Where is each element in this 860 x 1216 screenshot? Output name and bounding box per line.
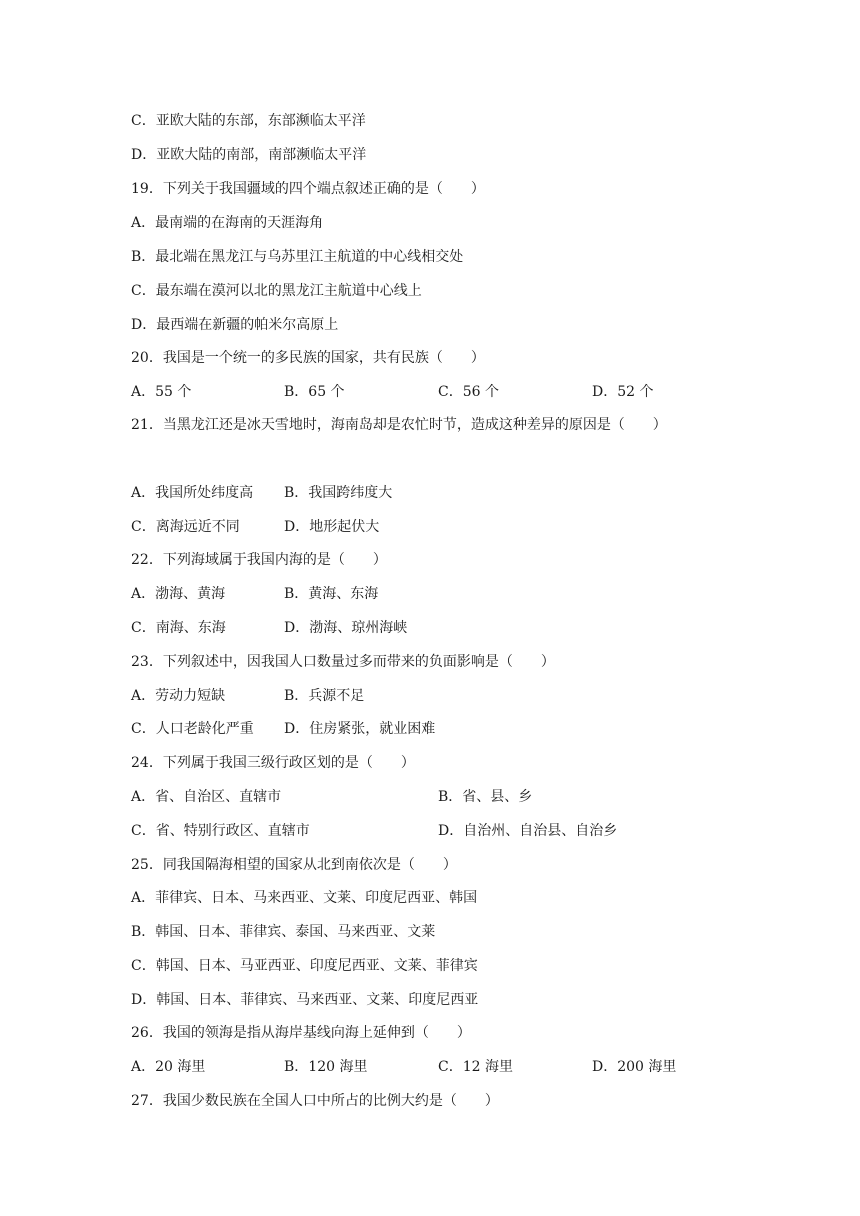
q23-stem: 23．下列叙述中，因我国人口数量过多而带来的负面影响是（ ） [131,654,555,670]
q26-option-c: C．12 海里 [438,1059,513,1075]
q24-option-b: B．省、县、乡 [438,789,533,805]
q25-option-b: B．韩国、日本、菲律宾、泰国、马来西亚、文莱 [131,924,436,940]
q22-option-d: D．渤海、琼州海峡 [284,620,408,636]
q22-option-a: A．渤海、黄海 [131,586,226,602]
q21-option-a: A．我国所处纬度高 [131,485,254,501]
q26-option-b: B．120 海里 [284,1059,368,1075]
q25-option-a: A．菲律宾、日本、马来西亚、文莱、印度尼西亚、韩国 [131,890,478,906]
q24-option-a: A．省、自治区、直辖市 [131,789,282,805]
q23-option-d: D．住房紧张，就业困难 [284,721,436,737]
q26-options [131,1057,800,1077]
q25-stem: 25．同我国隔海相望的国家从北到南依次是（ ） [131,857,457,873]
q18-option-d: D．亚欧大陆的南部，南部濒临太平洋 [131,147,367,163]
q22-options-row1 [131,584,800,604]
q26-stem: 26．我国的领海是指从海岸基线向海上延伸到（ ） [131,1025,471,1041]
q21-options-row1 [131,483,800,503]
q26-option-d: D．200 海里 [592,1059,677,1075]
q19-option-b: B．最北端在黑龙江与乌苏里江主航道的中心线相交处 [131,249,464,265]
q20-stem: 20．我国是一个统一的多民族的国家，共有民族（ ） [131,350,485,366]
q26-option-a: A．20 海里 [131,1059,206,1075]
q20-option-b: B．65 个 [284,384,345,400]
q20-option-d: D．52 个 [592,384,654,400]
q20-option-c: C．56 个 [438,384,499,400]
q18-option-c: C．亚欧大陆的东部，东部濒临太平洋 [131,113,366,129]
q22-stem: 22．下列海域属于我国内海的是（ ） [131,552,387,568]
q25-option-d: D．韩国、日本、菲律宾、马来西亚、文莱、印度尼西亚 [131,992,479,1008]
q24-option-d: D．自治州、自治县、自治乡 [438,823,618,839]
q23-option-b: B．兵源不足 [284,688,365,704]
q24-options-row1 [131,787,800,807]
q21-option-c: C．离海远近不同 [131,519,240,535]
q24-options-row2 [131,821,800,841]
q24-option-c: C．省、特别行政区、直辖市 [131,823,310,839]
q23-option-a: A．劳动力短缺 [131,688,226,704]
q27-stem: 27．我国少数民族在全国人口中所占的比例大约是（ ） [131,1093,499,1109]
q19-stem: 19．下列关于我国疆域的四个端点叙述正确的是（ ） [131,181,485,197]
q23-options-row2 [131,719,800,739]
q25-option-c: C．韩国、日本、马亚西亚、印度尼西亚、文莱、菲律宾 [131,958,478,974]
q20-options [131,382,800,402]
q21-option-d: D．地形起伏大 [284,519,380,535]
q22-options-row2 [131,618,800,638]
q22-option-b: B．黄海、东海 [284,586,379,602]
q19-option-c: C．最东端在漠河以北的黑龙江主航道中心线上 [131,283,422,299]
q23-option-c: C．人口老龄化严重 [131,721,254,737]
q21-option-b: B．我国跨纬度大 [284,485,393,501]
q20-option-a: A．55 个 [131,384,192,400]
q24-stem: 24．下列属于我国三级行政区划的是（ ） [131,755,415,771]
q22-option-c: C．南海、东海 [131,620,226,636]
q21-stem: 21．当黑龙江还是冰天雪地时，海南岛却是农忙时节，造成这种差异的原因是（ ） [131,417,667,433]
q23-options-row1 [131,686,800,706]
q19-option-a: A．最南端的在海南的天涯海角 [131,215,324,231]
q21-options-row2 [131,517,800,537]
q19-option-d: D．最西端在新疆的帕米尔高原上 [131,317,339,333]
